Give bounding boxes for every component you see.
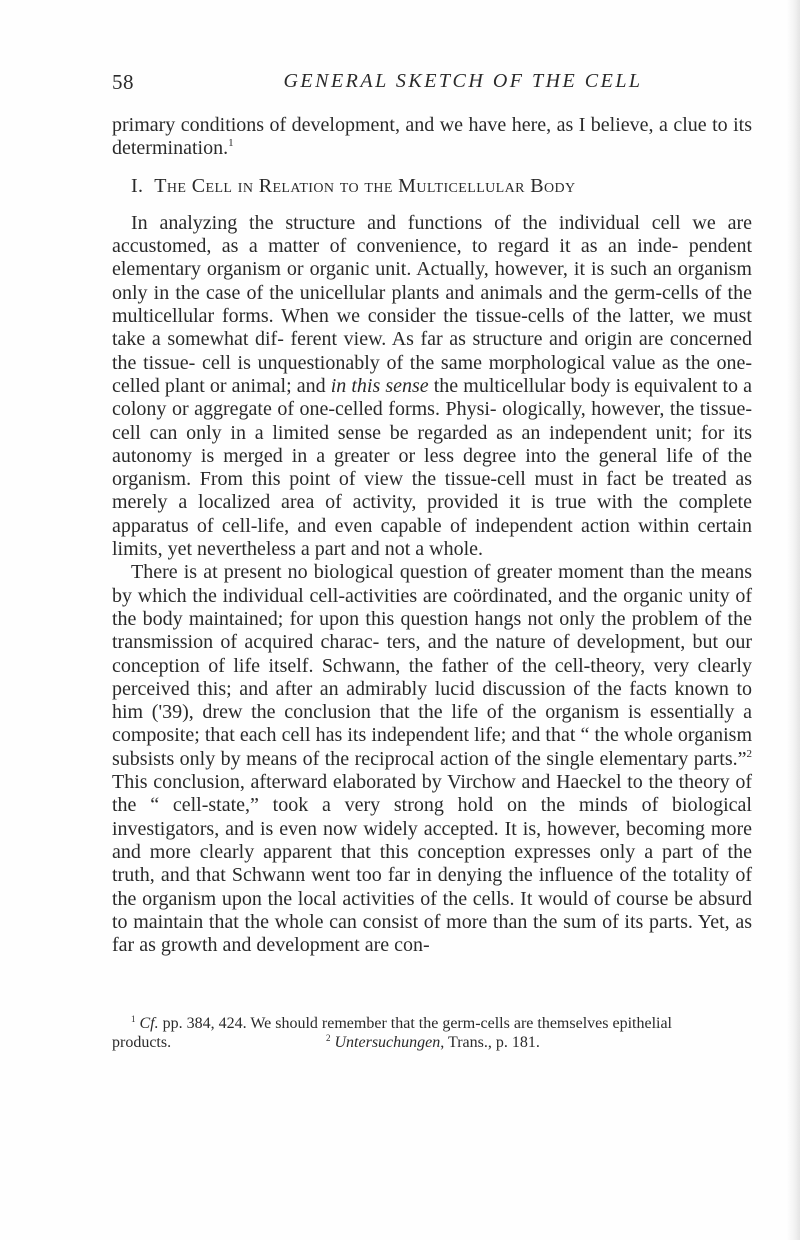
paragraph-1-text-b: the multicellular body is equivalent to a colony or aggregate of one-celled forms. Physi- ologically, however, the tissue-cell can only in a limited sense be regarded as an independent unit; for its autonomy is merged in a greater or less degree into the general life of the organism. From this point of view the tissue-cell must in fact be treated as merely a localized area of activity, provided it is true with the complete apparatus of cell-life, and even capable of independent action within certain limits, yet nevertheless a part and not a whole. (112, 374, 752, 561)
paragraph-2-text-a: There is at present no biological question of greater moment than the means by which the individual cell-activities are coördinated, and the organic unity of the body maintained; for upon this question hangs not only the problem of the transmission of acquired charac- ters, and the nature of development, but our conception of life itself. Schwann, the father of the cell-theory, very clearly perceived this; and after an admirably lucid discussion of the facts known to him ('39), drew the conclusion that the life of the organism is essentially a composite; that each cell has its independent life; and that “ the whole organism subsists only by means of the reciprocal action of the single elementary parts.” (112, 561, 752, 770)
italic-phrase: in this sense (330, 374, 429, 397)
body-text (112, 114, 752, 957)
footnote-row-2 (112, 1033, 752, 1052)
paragraph-1-text-a: In analyzing the structure and functions of the individual cell we are accustomed, as a matter of convenience, to regard it as an inde- pendent elementary organism or organic unit. Actually, however, it is such an organism only in the case of the unicellular plants and animals and the germ-cells of the multicellular forms. When we consider the tissue-cells of the latter, we must take a somewhat dif- ferent view. As far as structure and origin are concerned the tissue- cell is unquestionably of the same morphological value as the one-celled plant or animal; and (112, 211, 752, 397)
section-heading (112, 175, 752, 198)
intro-text: primary conditions of development, and we have here, as I believe, a clue to its determination. (112, 114, 752, 160)
page-number: 58 (112, 70, 134, 94)
footnote-ref-1: 1 (228, 137, 234, 150)
footnote-2-marker: 2 (326, 1033, 331, 1043)
footnote-1-continued: products. (112, 1034, 172, 1051)
footnote-ref-2: 2 (746, 747, 752, 760)
page-header (112, 70, 752, 104)
footnote-1-text: pp. 384, 424. We should remember that the germ-cells are themselves epithelial (158, 1015, 672, 1032)
footnote-2-text: , Trans., p. 181. (440, 1034, 540, 1051)
section-title: The Cell in Relation to the Multicellular Body (154, 174, 576, 197)
paragraph-1 (112, 212, 752, 561)
footnote-1-cf: Cf. (139, 1015, 159, 1032)
footnote-1-marker: 1 (131, 1014, 136, 1024)
footnote-1 (112, 1014, 752, 1033)
intro-paragraph (112, 114, 752, 161)
running-head: GENERAL SKETCH OF THE CELL (283, 70, 643, 92)
page-edge-shadow (786, 0, 800, 1240)
footnote-2-title: Untersuchungen (334, 1034, 441, 1051)
paragraph-2-text-b: This conclusion, afterward elaborated by Virchow and Haeckel to the theory of the “ cell-state,” took a very strong hold on the minds of biological investigators, and is even now widely accepted. It is, however, becoming more and more clearly apparent that this conception expresses only a part of the truth, and that Schwann went too far in denying the influence of the totality of the organism upon the local activities of the cells. It would of course be absurd to maintain that the whole can consist of more than the sum of its parts. Yet, as far as growth and development are con- (112, 771, 752, 957)
footnotes (112, 1014, 752, 1052)
section-number: I. (131, 174, 144, 197)
paragraph-2 (112, 561, 752, 957)
footnote-2 (326, 1033, 540, 1052)
